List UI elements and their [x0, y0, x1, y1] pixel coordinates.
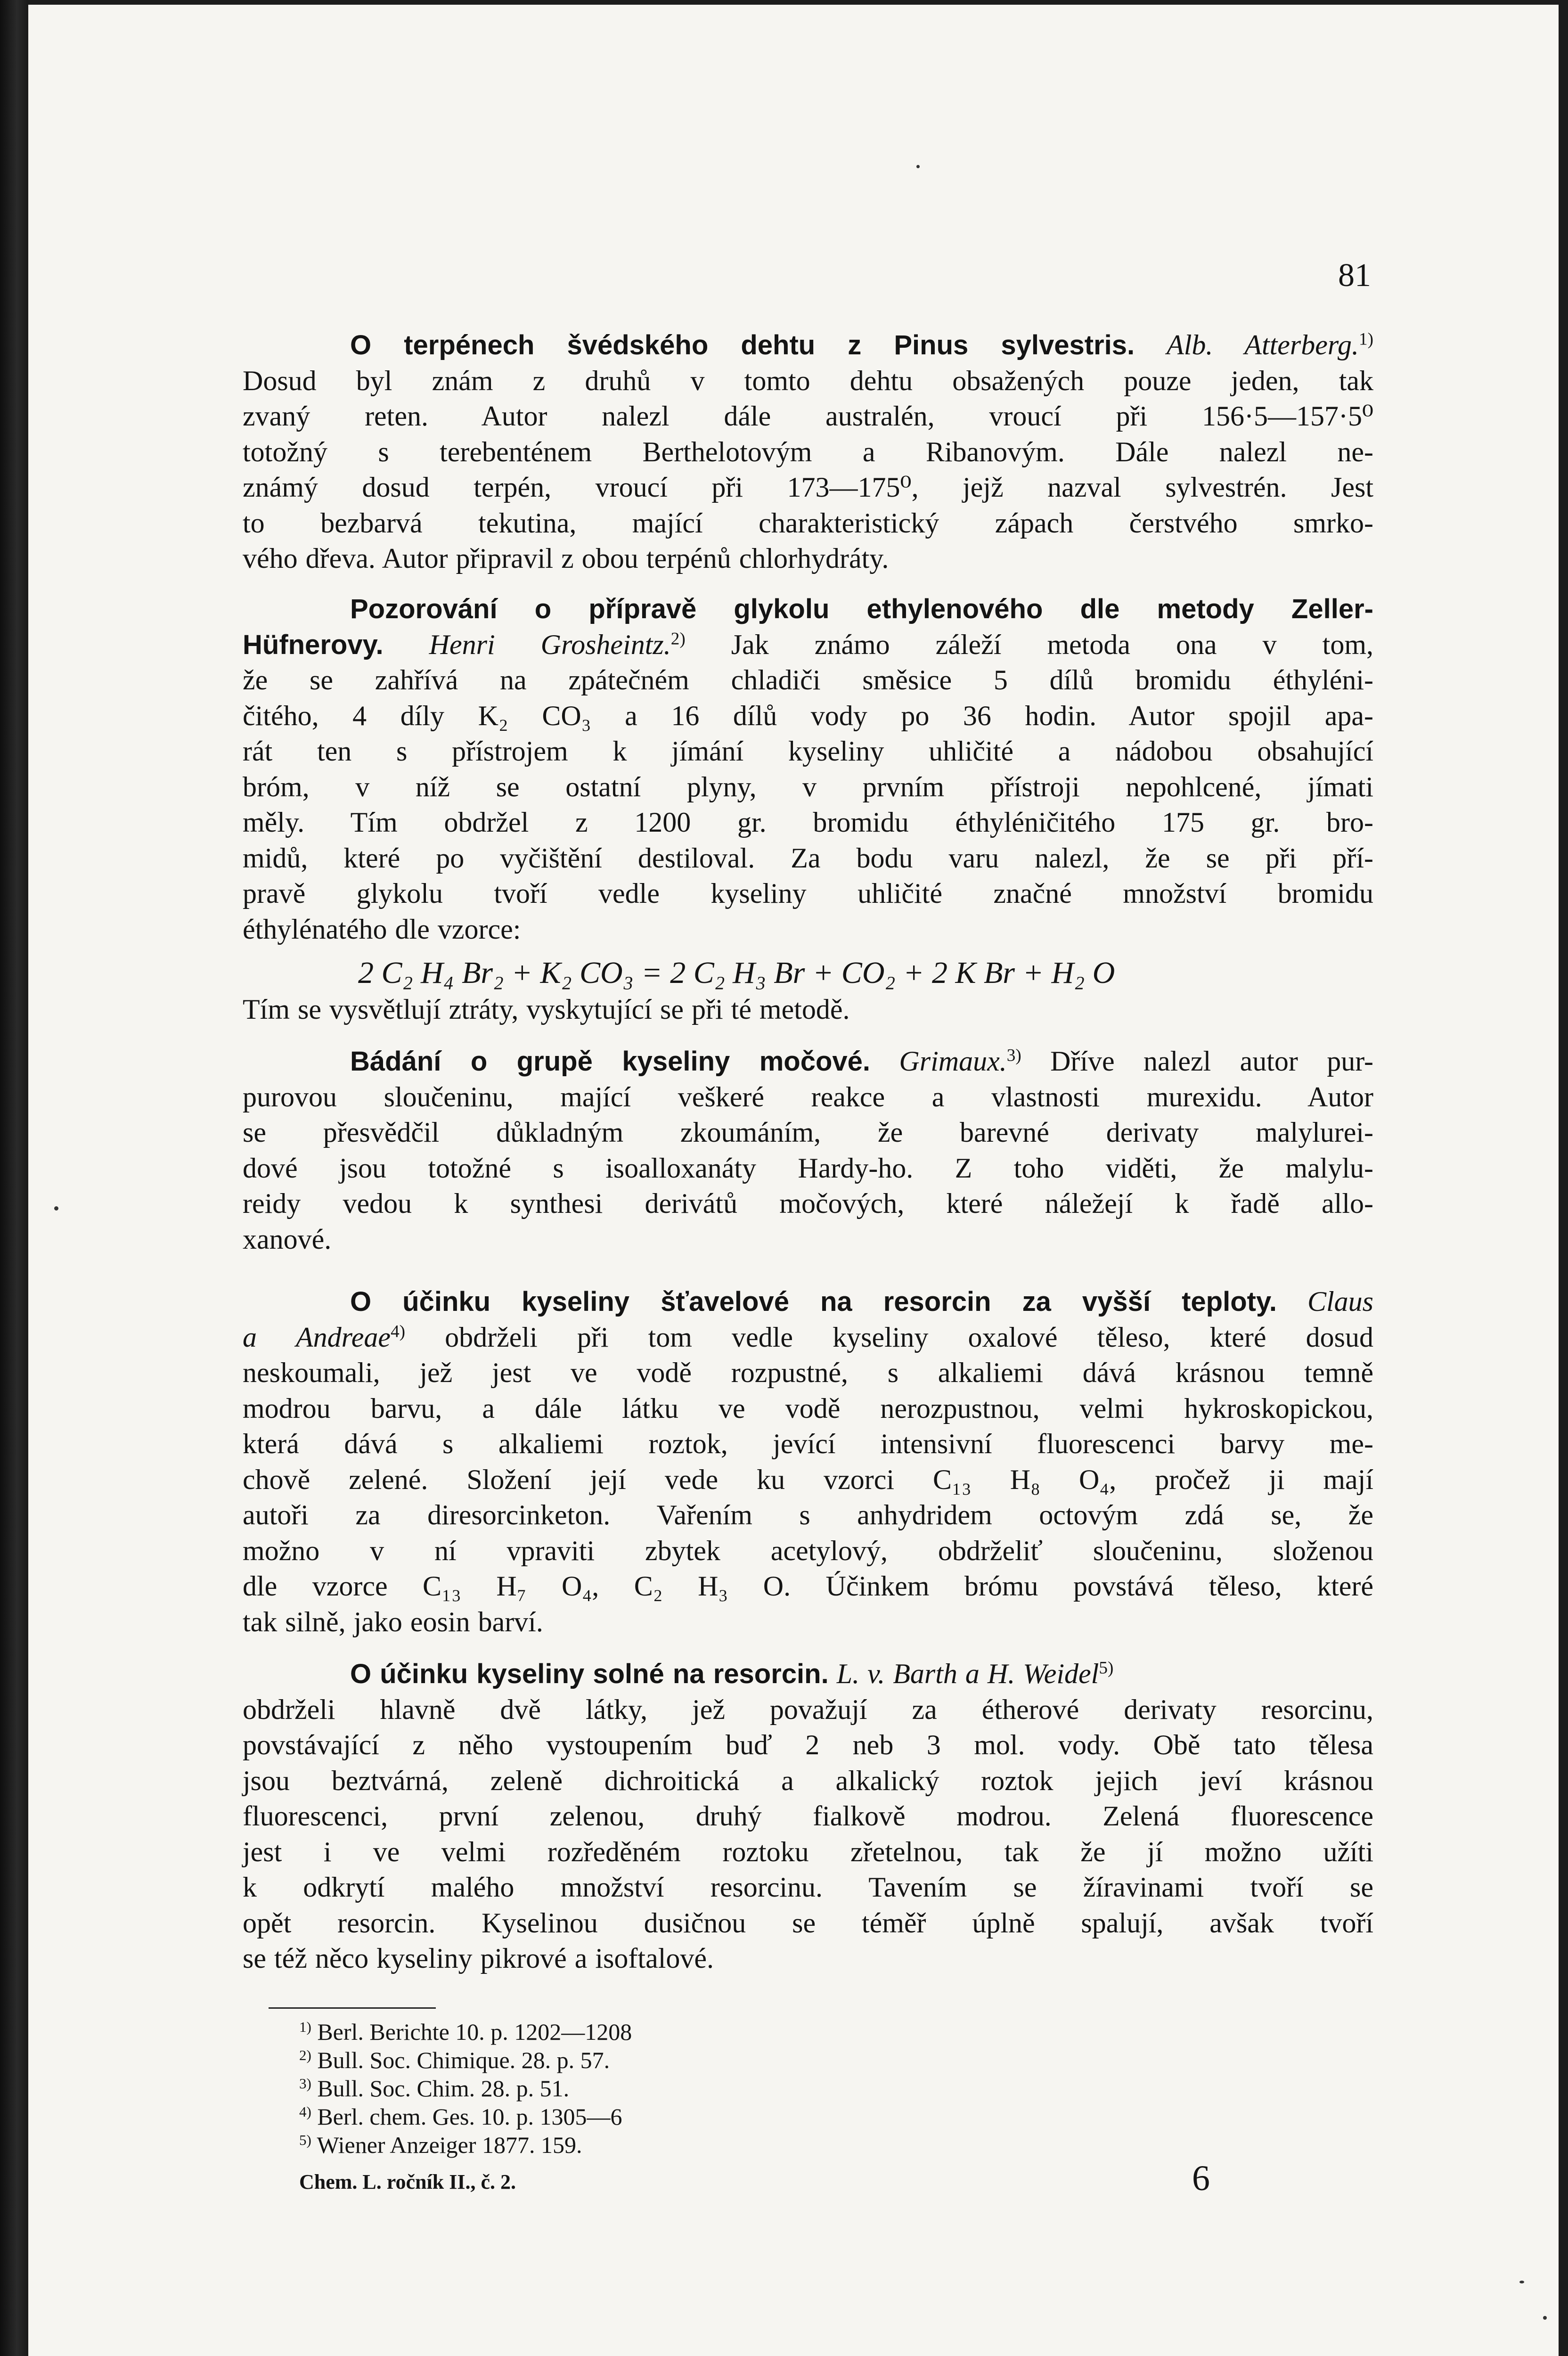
text-line: purovou sloučeninu, mající veškeré reakce a vlastnosti murexidu. Autor	[243, 1081, 1373, 1113]
paper-speck	[54, 1206, 58, 1211]
chemical-equation: 2 C₂ H₄ Br₂ + K₂ CO₃ = 2 C₂ H₃ Br + CO₂ + 2 K Br + H₂ O	[358, 956, 1115, 990]
footnote-mark: 4)	[299, 2103, 311, 2120]
footnote-text: Bull. Soc. Chimique. 28. p. 57.	[317, 2047, 610, 2073]
text-line: zvaný reten. Autor nalezl dále australén, vroucí při 156·5—157·5⁰	[243, 401, 1373, 432]
article-author: L. v. Barth a H. Weidel	[836, 1658, 1099, 1689]
text-line: xanové.	[243, 1223, 332, 1255]
article-author: Claus	[1307, 1286, 1373, 1317]
footnote	[299, 2102, 959, 2131]
article-glycol	[243, 591, 1373, 947]
text-line: opět resorcin. Kyselinou dusičnou se téměř úplně spalují, avšak tvoří	[243, 1907, 1373, 1939]
article-author: Grimaux.	[899, 1046, 1007, 1077]
footnote-text: Wiener Anzeiger 1877. 159.	[317, 2132, 582, 2158]
text-line: autoři za diresorcinketon. Vařením s anhydridem octovým zdá se, že	[243, 1499, 1373, 1530]
footnote-ref: 2)	[670, 629, 686, 649]
footnotes	[299, 2018, 959, 2159]
text-line: Dosud byl znám z druhů v tomto dehtu obsažených pouze jeden, tak	[243, 365, 1373, 396]
text-line: to bezbarvá tekutina, mající charakteristický zápach čerstvého smrko-	[243, 507, 1373, 539]
text-line: obdrželi hlavně dvě látky, jež považují za étherové derivaty resorcinu,	[243, 1693, 1373, 1725]
article-glycol-closing	[243, 992, 1373, 1028]
footnote-mark: 2)	[299, 2046, 311, 2063]
text-line: možno v ní vpraviti zbytek acetylový, obdrželiť sloučeninu, složenou	[243, 1535, 1373, 1566]
text-line: vého dřeva. Autor připravil z obou terpénů chlorhydráty.	[243, 543, 889, 574]
article-heading: O účinku kyseliny solné na resorcin.	[350, 1659, 829, 1689]
sheet-number: 6	[1192, 2159, 1210, 2198]
journal-signature: Chem. L. ročník II., č. 2.	[299, 2170, 516, 2193]
footnote-mark: 1)	[299, 2018, 311, 2035]
text-line: totožný s terebenténem Berthelotovým a Ribanovým. Dále nalezl ne-	[243, 436, 1373, 467]
article-heading-line	[243, 1284, 1373, 1320]
article-heading-continued: Hüfnerovy.	[243, 629, 384, 660]
text-line: neskoumali, jež jest ve vodě rozpustné, s alkaliemi dává krásnou temně	[243, 1357, 1373, 1388]
text-fragment: Dříve nalezl autor pur-	[1050, 1046, 1374, 1077]
text-line	[243, 627, 1373, 663]
text-line: midů, které po vyčištění destiloval. Za bodu varu nalezl, že se při pří-	[243, 842, 1373, 874]
article-uric-acid	[243, 1044, 1373, 1257]
page-number: 81	[1338, 257, 1371, 294]
article-heading: O účinku kyseliny šťavelové na resorcin za vyšší teploty.	[350, 1286, 1277, 1317]
text-line: že se zahřívá na zpátečném chladiči směsice 5 dílů bromidu éthyléni-	[243, 664, 1373, 695]
footnote	[299, 2018, 959, 2046]
article-heading: Pozorování o přípravě glykolu ethylenového dle metody Zeller-	[350, 594, 1373, 624]
text-line: éthylénatého dle vzorce:	[243, 913, 521, 945]
book-page	[28, 5, 1559, 2356]
article-author: Alb. Atterberg.	[1167, 329, 1359, 360]
text-line: se přesvědčil důkladným zkoumáním, že barevné derivaty malylurei-	[243, 1117, 1373, 1148]
text-line: jest i ve velmi rozředěném roztoku zřetelnou, tak že jí možno užíti	[243, 1836, 1373, 1867]
footnote	[299, 2074, 959, 2102]
text-line: která dává s alkaliemi roztok, jevící intensivní fluorescenci barvy me-	[243, 1428, 1373, 1459]
footnote	[299, 2131, 959, 2159]
paper-speck	[1543, 2316, 1547, 2320]
text-line: známý dosud terpén, vroucí při 173—175⁰, jejž nazval sylvestrén. Jest	[243, 472, 1373, 503]
text-line: modrou barvu, a dále látku ve vodě nerozpustnou, velmi hykroskopickou,	[243, 1392, 1373, 1424]
paper-speck	[1519, 2281, 1524, 2283]
text-line: povstávající z něho vystoupením buď 2 neb 3 mol. vody. Obě tato tělesa	[243, 1729, 1373, 1760]
text-line	[243, 1320, 1373, 1356]
text-line: reidy vedou k synthesi derivátů močových, které náležejí k řadě allo-	[243, 1188, 1373, 1219]
article-heading: O terpénech švédského dehtu z Pinus sylvestris.	[350, 330, 1135, 360]
article-hydrochloric-acid	[243, 1656, 1373, 1977]
text-line: Tím se vysvětlují ztráty, vyskytující se při té metodě.	[243, 994, 850, 1025]
article-heading-line	[243, 591, 1373, 627]
text-line: chově zelené. Složení její vede ku vzorci C₁₃ H₈ O₄, pročež ji mají	[243, 1464, 1373, 1495]
text-line: rát ten s přístrojem k jímání kyseliny uhličité a nádobou obsahující	[243, 736, 1373, 767]
text-line: fluorescenci, první zelenou, druhý fialkově modrou. Zelená fluorescence	[243, 1800, 1373, 1832]
text-line: dle vzorce C₁₃ H₇ O₄, C₂ H₃ O. Účinkem brómu povstává těleso, které	[243, 1571, 1373, 1602]
footnote-ref: 1)	[1359, 329, 1373, 349]
footnote-ref: 4)	[391, 1322, 406, 1342]
text-line: tak silně, jako eosin barví.	[243, 1606, 543, 1637]
footnote-ref: 5)	[1099, 1658, 1114, 1678]
article-terpenes	[243, 327, 1373, 577]
footnote-divider	[269, 2007, 436, 2009]
text-line: bróm, v níž se ostatní plyny, v prvním přístroji nepohlcené, jímati	[243, 771, 1373, 802]
footnote-mark: 3)	[299, 2075, 311, 2092]
text-fragment: Jak známo záleží metoda ona v tom,	[731, 629, 1374, 660]
footnote-mark: 5)	[299, 2131, 311, 2148]
text-line: dové jsou totožné s isoalloxanáty Hardy-ho. Z toho viděti, že malylu-	[243, 1152, 1373, 1184]
article-heading-line	[243, 1656, 1373, 1692]
article-heading: Bádání o grupě kyseliny močové.	[350, 1046, 871, 1077]
text-fragment: obdrželi při tom vedle kyseliny oxalové těleso, které dosud	[445, 1321, 1373, 1353]
text-line: k odkrytí malého množství resorcinu. Tavením se žíravinami tvoří se	[243, 1872, 1373, 1903]
footnote-text: Bull. Soc. Chim. 28. p. 51.	[317, 2075, 570, 2102]
footnote-text: Berl. chem. Ges. 10. p. 1305—6	[317, 2103, 622, 2130]
text-line: pravě glykolu tvoří vedle kyseliny uhličité značné množství bromidu	[243, 878, 1373, 909]
article-author: Henri Grosheintz.	[429, 629, 671, 660]
article-author-continued: a Andreae	[243, 1321, 391, 1353]
footnote-ref: 3)	[1006, 1046, 1021, 1065]
text-line: čitého, 4 díly K₂ CO₃ a 16 dílů vody po 36 hodin. Autor spojil apa-	[243, 700, 1373, 731]
article-heading-line	[243, 1044, 1373, 1080]
text-line: měly. Tím obdržel z 1200 gr. bromidu éthyléničitého 175 gr. bro-	[243, 807, 1373, 838]
text-line: jsou beztvárná, zeleně dichroitická a alkalický roztok jejich jeví krásnou	[243, 1765, 1373, 1796]
article-oxalic-acid	[243, 1284, 1373, 1640]
paper-speck	[916, 165, 920, 168]
footnote	[299, 2046, 959, 2074]
article-heading-line	[243, 327, 1373, 363]
footnote-text: Berl. Berichte 10. p. 1202—1208	[317, 2019, 632, 2045]
book-spine-shadow	[0, 0, 28, 2356]
text-line: se též něco kyseliny pikrové a isoftalové.	[243, 1943, 714, 1974]
